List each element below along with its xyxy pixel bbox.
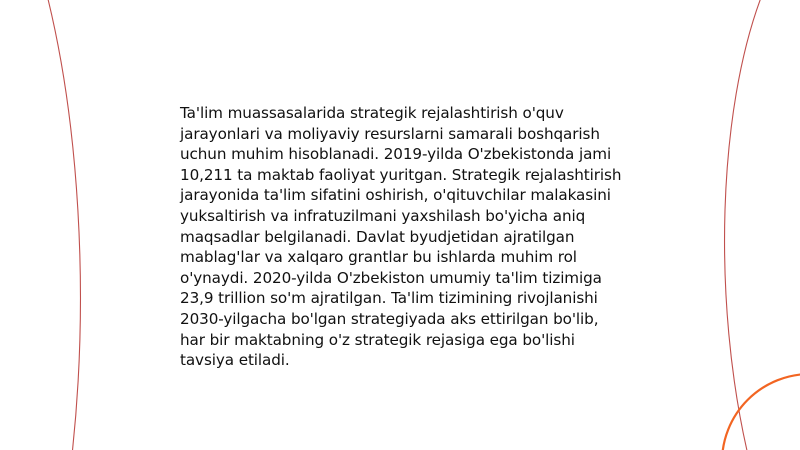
- left-curve-line: [47, 0, 80, 450]
- orange-ring-decoration: [722, 374, 800, 450]
- right-curve-line: [725, 0, 762, 450]
- body-paragraph: Ta'lim muassasalarida strategik rejalashtirish o'quv jarayonlari va moliyaviy resurslarni samarali boshqarish uchun muhim hisoblanadi. 2019-yilda O'zbekistonda jami 10,211 ta maktab faoliyat yuritgan. Strategik rejalashtirish jarayonida ta'lim sifatini oshirish, o'qituvchilar malakasini yuksaltirish va infratuzilmani yaxshilash bo'yicha aniq maqsadlar belgilanadi. Davlat byudjetidan ajratilgan mablag'lar va xalqaro grantlar bu ishlarda muhim rol o'ynaydi. 2020-yilda O'zbekiston umumiy ta'lim tizimiga 23,9 trillion so'm ajratilgan. Ta'lim tizimining rivojlanishi 2030-yilgacha bo'lgan strategiyada aks ettirilgan bo'lib, har bir maktabning o'z strategik rejasiga ega bo'lishi tavsiya etiladi.: [180, 104, 622, 370]
